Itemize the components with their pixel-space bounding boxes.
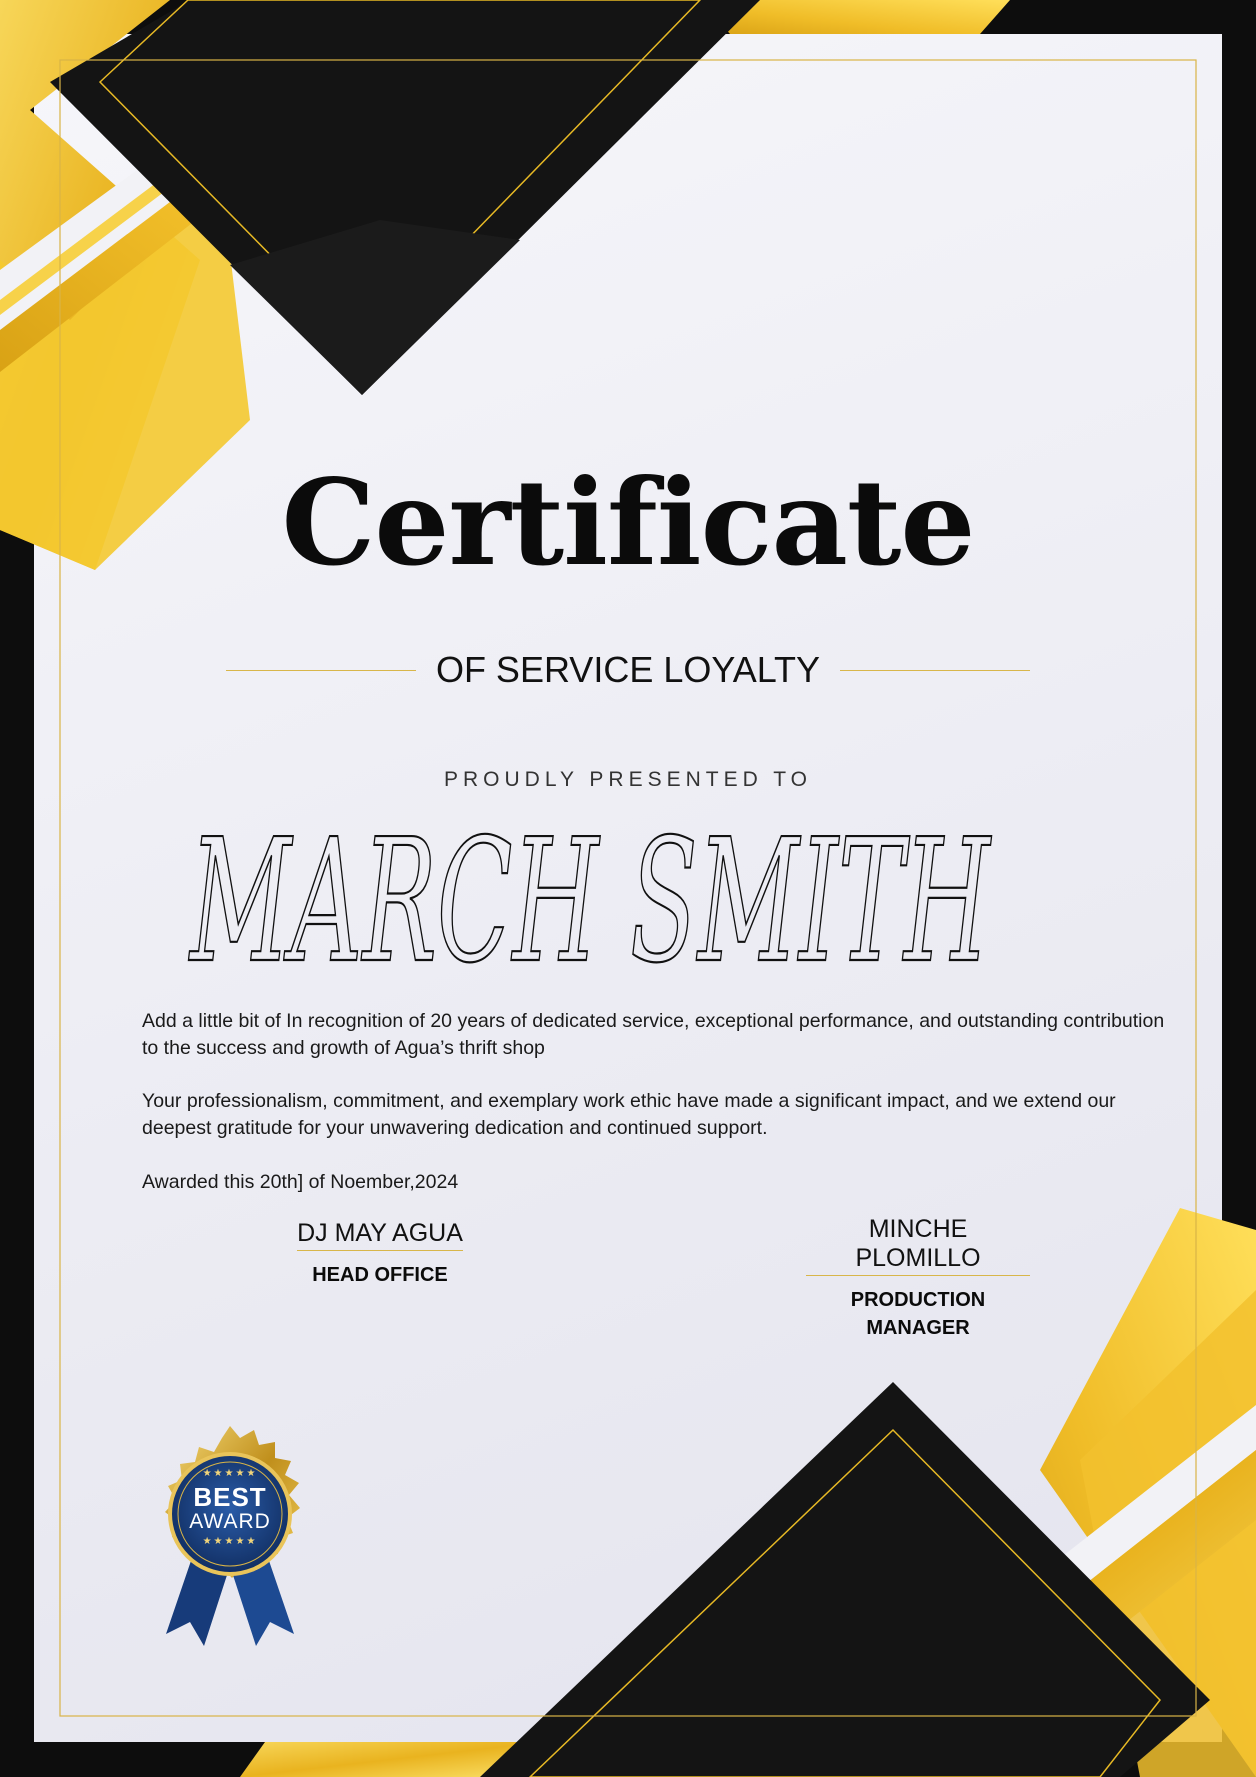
awarded-date: Awarded this 20th] of Noember,2024 — [142, 1171, 459, 1193]
badge-title: BEST — [193, 1482, 267, 1512]
gratitude-paragraph: Your professionalism, commitment, and exemplary work ethic have made a significant impact, and we extend our deepest gratitude for your unwavering dedication and continued support. — [142, 1090, 1116, 1139]
badge-stars-bottom: ★★★★★ — [202, 1536, 258, 1547]
badge-subtitle: AWARD — [189, 1510, 271, 1533]
recipient-name — [170, 800, 1010, 990]
recipient-name-text: MARCH SMITH — [188, 803, 992, 990]
signature-production-manager — [806, 1215, 1030, 1342]
signatory-role: PRODUCTION MANAGER — [850, 1289, 986, 1339]
subtitle-rule-right — [840, 670, 1030, 671]
subtitle-rule-left — [226, 670, 416, 671]
subtitle-row — [226, 646, 1030, 694]
recognition-paragraph: Add a little bit of In recognition of 20 years of dedicated service, exceptional performance, and outstanding contribution to the success and growth of Agua’s thrift shop — [142, 1010, 1165, 1059]
certificate-title: Certificate — [281, 453, 975, 592]
signatory-name: DJ MAY AGUA — [297, 1219, 463, 1251]
signature-head-office — [258, 1219, 502, 1289]
signatory-role: HEAD OFFICE — [312, 1264, 448, 1286]
signatory-name: MINCHE PLOMILLO — [806, 1215, 1030, 1276]
award-badge — [132, 1422, 328, 1654]
badge-stars-top: ★★★★★ — [202, 1468, 258, 1479]
presented-to-label: PROUDLY PRESENTED TO — [443, 768, 813, 791]
certificate-subtitle: OF SERVICE LOYALTY — [435, 649, 821, 690]
